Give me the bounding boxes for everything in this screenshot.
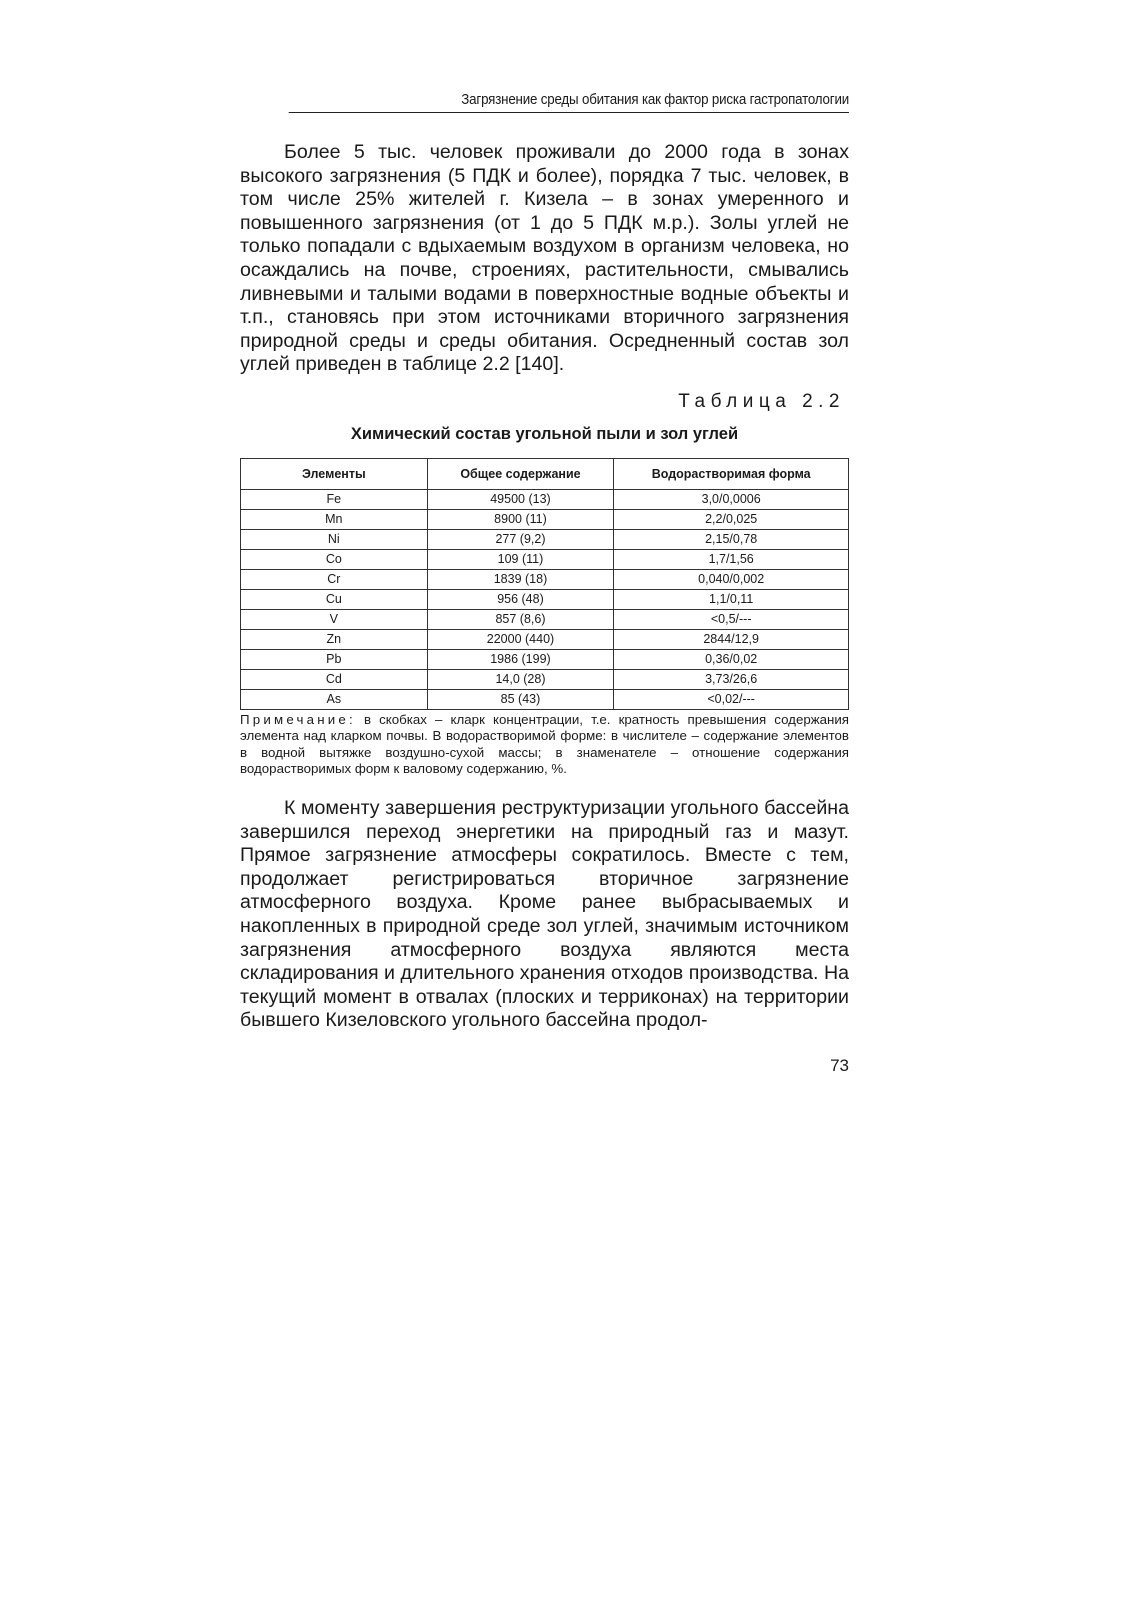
- table-row: [241, 669, 849, 689]
- table-row: [241, 629, 849, 649]
- running-header: Загрязнение среды обитания как фактор риска гастропатологии: [289, 92, 849, 113]
- cell-element: Cu: [241, 589, 428, 609]
- table-row: [241, 509, 849, 529]
- cell-soluble: 3,73/26,6: [614, 669, 849, 689]
- composition-table: [240, 458, 849, 710]
- cell-total: 857 (8,6): [427, 609, 614, 629]
- cell-element: Fe: [241, 489, 428, 509]
- cell-element: Pb: [241, 649, 428, 669]
- paragraph-1: Более 5 тыс. человек проживали до 2000 года в зонах высокого загрязнения (5 ПДК и более), порядка 7 тыс. человек, в том числе 25% жителей г. Кизела – в зонах умеренного и повышенного загрязнения (от 1 до 5 ПДК м.р.). Золы углей не только попадали с вдыхаемым воздухом в организм человека, но осаждались на почве, строениях, растительности, смывались ливневыми и талыми водами в поверхностные водные объекты и т.п., становясь при этом источниками вторичного загрязнения природной среды и среды обитания. Осредненный состав зол углей приведен в таблице 2.2 [140].: [240, 141, 849, 376]
- note-label: Примечание:: [240, 711, 356, 727]
- cell-total: 8900 (11): [427, 509, 614, 529]
- cell-soluble: 2,15/0,78: [614, 529, 849, 549]
- cell-soluble: 0,36/0,02: [614, 649, 849, 669]
- cell-total: 22000 (440): [427, 629, 614, 649]
- cell-soluble: <0,5/---: [614, 609, 849, 629]
- cell-soluble: 2844/12,9: [614, 629, 849, 649]
- cell-total: 49500 (13): [427, 489, 614, 509]
- header-total-content: Общее содержание: [427, 458, 614, 489]
- cell-soluble: <0,02/---: [614, 689, 849, 709]
- cell-soluble: 1,1/0,11: [614, 589, 849, 609]
- table-row: [241, 489, 849, 509]
- note-text: в скобках – кларк концентрации, т.е. кратность превышения содержания элемента над кларком почвы. В водорастворимой форме: в числителе – содержание элементов в водной вытяжке воздушно-сухой массы; в знаменателе – отношение содержания водорастворимых форм к валовому содержанию, %.: [240, 711, 849, 777]
- table-row: [241, 529, 849, 549]
- cell-soluble: 3,0/0,0006: [614, 489, 849, 509]
- cell-element: Ni: [241, 529, 428, 549]
- cell-soluble: 2,2/0,025: [614, 509, 849, 529]
- table-title: Химический состав угольной пыли и зол углей: [350, 424, 739, 443]
- cell-total: 956 (48): [427, 589, 614, 609]
- page-number: 73: [830, 1055, 849, 1075]
- table-note: [240, 712, 849, 778]
- header-water-soluble: Водорастворимая форма: [614, 458, 849, 489]
- cell-element: V: [241, 609, 428, 629]
- table-row: [241, 649, 849, 669]
- table-header-row: [241, 458, 849, 489]
- paragraph-2: К моменту завершения реструктуризации угольного бассейна завершился переход энергетики на природный газ и мазут. Прямое загрязнение атмосферы сократилось. Вместе с тем, продолжает регистрироваться вторичное загрязнение атмосферного воздуха. Кроме ранее выбрасываемых и накопленных в природной среде зол углей, значимым источником загрязнения атмосферного воздуха являются места складирования и длительного хранения отходов производства. На текущий момент в отвалах (плоских и терриконах) на территории бывшего Кизеловского угольного бассейна продол-: [240, 796, 849, 1032]
- document-page: [240, 92, 849, 1076]
- cell-soluble: 0,040/0,002: [614, 569, 849, 589]
- cell-soluble: 1,7/1,56: [614, 549, 849, 569]
- table-label: Таблица 2.2: [678, 390, 845, 412]
- cell-total: 1839 (18): [427, 569, 614, 589]
- cell-element: As: [241, 689, 428, 709]
- cell-total: 1986 (199): [427, 649, 614, 669]
- table-row: [241, 549, 849, 569]
- cell-total: 14,0 (28): [427, 669, 614, 689]
- header-elements: Элементы: [241, 458, 428, 489]
- table-row: [241, 609, 849, 629]
- table-row: [241, 569, 849, 589]
- cell-element: Mn: [241, 509, 428, 529]
- cell-element: Co: [241, 549, 428, 569]
- table-row: [241, 589, 849, 609]
- cell-element: Cd: [241, 669, 428, 689]
- cell-element: Cr: [241, 569, 428, 589]
- cell-total: 277 (9,2): [427, 529, 614, 549]
- cell-total: 109 (11): [427, 549, 614, 569]
- cell-total: 85 (43): [427, 689, 614, 709]
- cell-element: Zn: [241, 629, 428, 649]
- table-row: [241, 689, 849, 709]
